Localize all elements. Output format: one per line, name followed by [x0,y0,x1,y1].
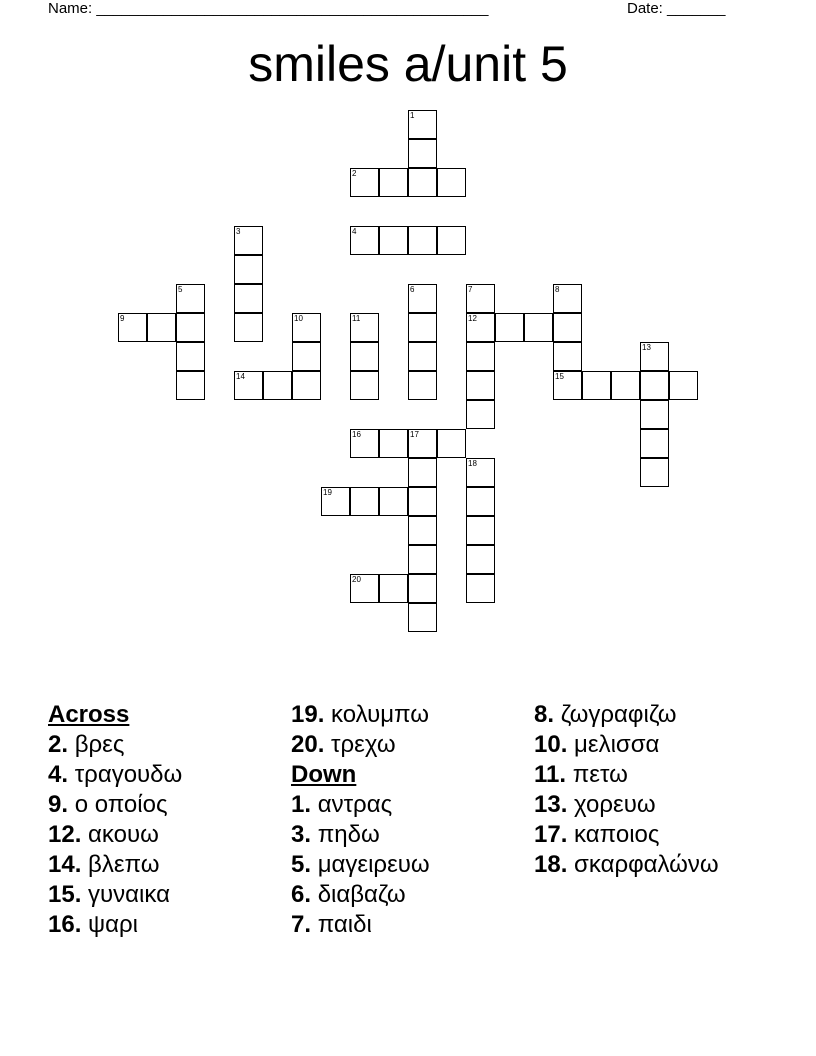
clue-across: 20. τρεχω [291,731,396,758]
clues-column-3 [534,700,719,880]
clue-down: 11. πετω [534,761,628,788]
cell-number: 5 [178,285,183,294]
crossword-cell[interactable] [176,284,205,313]
crossword-cell[interactable] [408,487,437,516]
crossword-cell[interactable] [408,139,437,168]
crossword-cell[interactable] [640,371,669,400]
cell-number: 4 [352,227,357,236]
crossword-cell[interactable] [118,313,147,342]
crossword-cell[interactable] [640,429,669,458]
crossword-cell[interactable] [466,371,495,400]
clue-down: 7. παιδι [291,911,372,938]
crossword-cell[interactable] [408,342,437,371]
crossword-cell[interactable] [379,226,408,255]
cell-number: 20 [352,575,361,584]
clues-column-2 [291,700,430,940]
clue-down: 5. μαγειρευω [291,851,430,878]
crossword-cell[interactable] [321,487,350,516]
crossword-cell[interactable] [553,284,582,313]
crossword-cell[interactable] [408,168,437,197]
clue-down: 13. χορευω [534,791,656,818]
crossword-cell[interactable] [408,313,437,342]
crossword-cell[interactable] [408,574,437,603]
name-field[interactable]: Name: _______________________________________________ [48,0,489,17]
crossword-cell[interactable] [466,313,495,342]
crossword-cell[interactable] [176,342,205,371]
crossword-cell[interactable] [350,371,379,400]
cell-number: 19 [323,488,332,497]
crossword-cell[interactable] [466,400,495,429]
cell-number: 7 [468,285,473,294]
crossword-cell[interactable] [640,342,669,371]
crossword-cell[interactable] [466,516,495,545]
crossword-cell[interactable] [408,545,437,574]
clue-across: 19. κολυμπω [291,701,429,728]
clue-down: 18. σκαρφαλώνω [534,851,719,878]
clue-across: 15. γυναικα [48,881,170,908]
cell-number: 13 [642,343,651,352]
crossword-cell[interactable] [176,371,205,400]
crossword-cell[interactable] [408,371,437,400]
cell-number: 2 [352,169,357,178]
crossword-cell[interactable] [379,487,408,516]
header [0,0,816,20]
crossword-cell[interactable] [437,168,466,197]
clue-down: 6. διαβαζω [291,881,406,908]
crossword-cell[interactable] [350,429,379,458]
crossword-cell[interactable] [466,574,495,603]
crossword-cell[interactable] [234,371,263,400]
crossword-cell[interactable] [553,313,582,342]
cell-number: 17 [410,430,419,439]
crossword-cell[interactable] [611,371,640,400]
clue-across: 14. βλεπω [48,851,160,878]
crossword-cell[interactable] [669,371,698,400]
crossword-cell[interactable] [408,226,437,255]
crossword-cell[interactable] [408,458,437,487]
crossword-cell[interactable] [408,603,437,632]
crossword-cell[interactable] [466,342,495,371]
clue-across: 4. τραγουδω [48,761,183,788]
crossword-cell[interactable] [350,313,379,342]
cell-number: 9 [120,314,125,323]
crossword-cell[interactable] [437,429,466,458]
crossword-cell[interactable] [466,487,495,516]
date-field[interactable]: Date: _______ [627,0,726,17]
crossword-cell[interactable] [553,342,582,371]
crossword-cell[interactable] [379,168,408,197]
clue-down: 17. καποιος [534,821,660,848]
clue-across: 9. ο οποίος [48,791,168,818]
crossword-cell[interactable] [234,226,263,255]
crossword-cell[interactable] [350,487,379,516]
crossword-cell[interactable] [466,545,495,574]
crossword-cell[interactable] [234,313,263,342]
crossword-cell[interactable] [234,284,263,313]
cell-number: 10 [294,314,303,323]
clue-down: 10. μελισσα [534,731,660,758]
clue-across: 2. βρες [48,731,125,758]
crossword-cell[interactable] [147,313,176,342]
crossword-cell[interactable] [350,574,379,603]
crossword-cell[interactable] [466,284,495,313]
cell-number: 14 [236,372,245,381]
crossword-cell[interactable] [495,313,524,342]
cell-number: 1 [410,111,415,120]
crossword-cell[interactable] [176,313,205,342]
crossword-cell[interactable] [640,400,669,429]
cell-number: 18 [468,459,477,468]
down-heading: Down [291,761,357,788]
cell-number: 6 [410,285,415,294]
cell-number: 15 [555,372,564,381]
crossword-cell[interactable] [350,342,379,371]
clue-down: 8. ζωγραφιζω [534,701,677,728]
crossword-cell[interactable] [379,429,408,458]
crossword-cell[interactable] [408,110,437,139]
crossword-cell[interactable] [466,458,495,487]
cell-number: 8 [555,285,560,294]
clue-across: 12. ακουω [48,821,159,848]
cell-number: 11 [352,314,361,323]
crossword-cell[interactable] [437,226,466,255]
crossword-cell[interactable] [292,342,321,371]
cell-number: 12 [468,314,477,323]
crossword-cell[interactable] [292,313,321,342]
crossword-cell[interactable] [350,168,379,197]
crossword-cell[interactable] [408,284,437,313]
crossword-cell[interactable] [553,371,582,400]
crossword-cell[interactable] [292,371,321,400]
crossword-cell[interactable] [524,313,553,342]
crossword-cell[interactable] [582,371,611,400]
crossword-cell[interactable] [640,458,669,487]
crossword-cell[interactable] [408,429,437,458]
clue-across: 16. ψαρι [48,911,139,938]
crossword-cell[interactable] [379,574,408,603]
crossword-cell[interactable] [350,226,379,255]
crossword-cell[interactable] [408,516,437,545]
crossword-cell[interactable] [234,255,263,284]
crossword-cell[interactable] [263,371,292,400]
cell-number: 16 [352,430,361,439]
across-heading: Across [48,701,130,728]
clue-down: 1. αντρας [291,791,393,818]
page-title: smiles a/unit 5 [248,36,568,92]
clue-down: 3. πηδω [291,821,380,848]
clues-column-1 [48,700,182,940]
cell-number: 3 [236,227,241,236]
